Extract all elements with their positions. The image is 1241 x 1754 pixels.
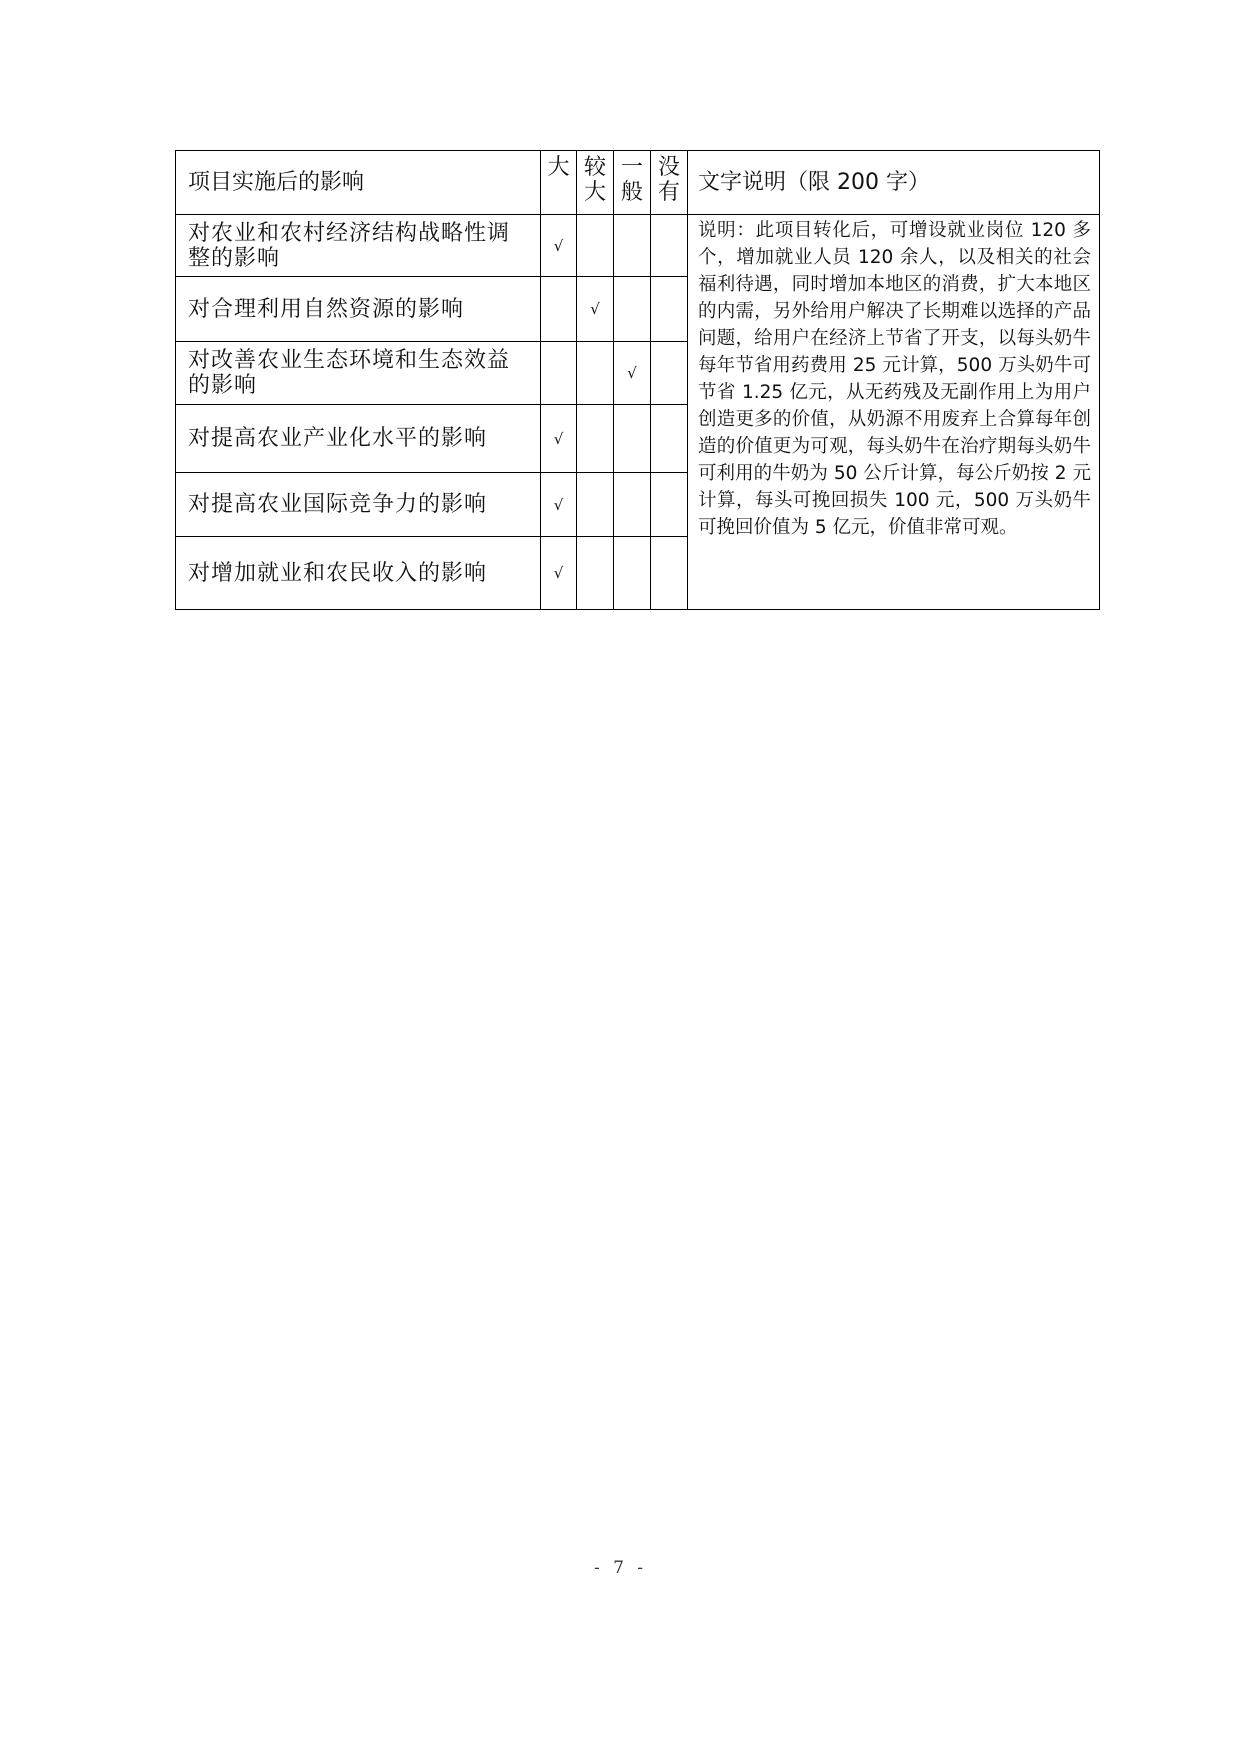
check-large <box>541 342 577 405</box>
check-none <box>651 473 688 537</box>
row-label: 对改善农业生态环境和生态效益的影响 <box>176 342 541 405</box>
check-large: √ <box>541 537 577 610</box>
check-none <box>651 277 688 342</box>
row-label: 对提高农业产业化水平的影响 <box>176 405 541 473</box>
check-fairly-large: √ <box>577 277 614 342</box>
table-row <box>176 215 1100 277</box>
check-average: √ <box>614 342 651 405</box>
check-average <box>614 473 651 537</box>
row-label: 对合理利用自然资源的影响 <box>176 277 541 342</box>
description-text: 说明：此项目转化后，可增设就业岗位 120 多个，增加就业人员 120 余人，以及相关的社会福利待遇，同时增加本地区的消费，扩大本地区的内需，另外给用户解决了长期难以选择的产品问题，给用户在经济上节省了开支，以每头奶牛每年节省用药费用 25 元计算，500 万头奶牛可节省 1.25 亿元，从无药残及无副作用上为用户创造更多的价值，从奶源不用废弃上合算每年创造的价值更为可观，每头奶牛在治疗期每头奶牛可利用的牛奶为 50 公斤计算，每公斤奶按 2 元计算，每头可挽回损失 100 元，500 万头奶牛可挽回价值为 5 亿元，价值非常可观。 <box>688 215 1100 610</box>
check-average <box>614 537 651 610</box>
check-average <box>614 405 651 473</box>
check-fairly-large <box>577 342 614 405</box>
row-label: 对增加就业和农民收入的影响 <box>176 537 541 610</box>
check-average <box>614 277 651 342</box>
header-large: 大 <box>541 151 577 215</box>
check-none <box>651 215 688 277</box>
check-fairly-large <box>577 215 614 277</box>
check-average <box>614 215 651 277</box>
check-none <box>651 342 688 405</box>
check-large <box>541 277 577 342</box>
page-number: - 7 - <box>593 1558 648 1578</box>
row-label: 对提高农业国际竞争力的影响 <box>176 473 541 537</box>
check-large: √ <box>541 405 577 473</box>
header-description: 文字说明（限 200 字） <box>688 151 1100 215</box>
table-header-row <box>176 151 1100 215</box>
impact-assessment-table <box>175 150 1100 610</box>
check-fairly-large <box>577 405 614 473</box>
check-large: √ <box>541 215 577 277</box>
header-impact: 项目实施后的影响 <box>176 151 541 215</box>
header-fairly-large: 较大 <box>577 151 614 215</box>
check-fairly-large <box>577 473 614 537</box>
check-none <box>651 405 688 473</box>
check-none <box>651 537 688 610</box>
row-label: 对农业和农村经济结构战略性调整的影响 <box>176 215 541 277</box>
header-average: 一般 <box>614 151 651 215</box>
header-none: 没有 <box>651 151 688 215</box>
check-large: √ <box>541 473 577 537</box>
check-fairly-large <box>577 537 614 610</box>
